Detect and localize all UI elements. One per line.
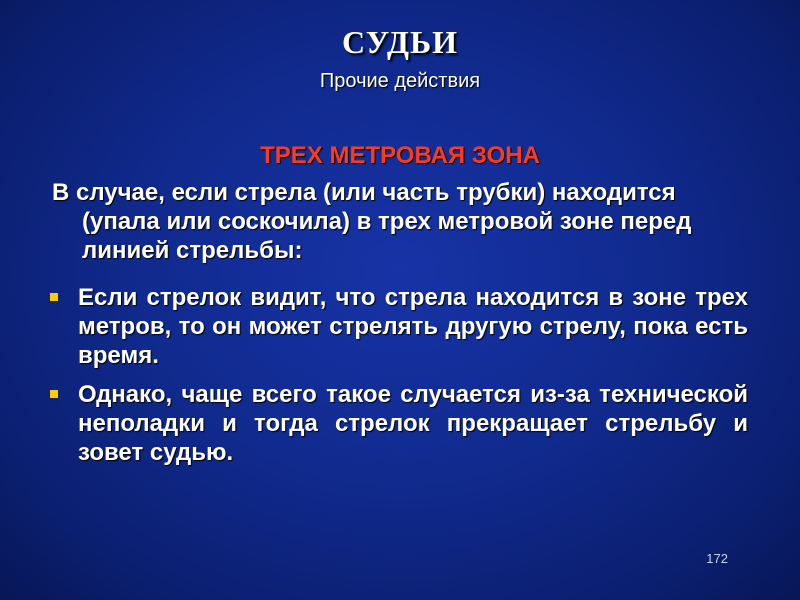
bullet-item [48, 380, 748, 467]
slide-title: СУДЬИ [342, 24, 458, 60]
bullet-item [48, 283, 748, 370]
slide-subtitle: Прочие действия [319, 70, 481, 92]
bullet-list [48, 283, 748, 477]
intro-paragraph: В случае, если стрела (или часть трубки) находится (упала или соскочила) в трех метровой зоне перед линией стрельбы: [52, 179, 692, 264]
bullet-text: Если стрелок видит, что стрела находится в зоне трех метров, то он может стрелять другую стрелу, пока есть время. [78, 284, 748, 369]
page-number: 172 [706, 551, 728, 566]
square-bullet-icon [50, 390, 58, 398]
bullet-text: Однако, чаще всего такое случается из-за технической неполадки и тогда стрелок прекращает стрельбу и зовет судью. [78, 381, 748, 466]
section-heading: ТРЕХ МЕТРОВАЯ ЗОНА [260, 142, 540, 169]
square-bullet-icon [50, 293, 58, 301]
